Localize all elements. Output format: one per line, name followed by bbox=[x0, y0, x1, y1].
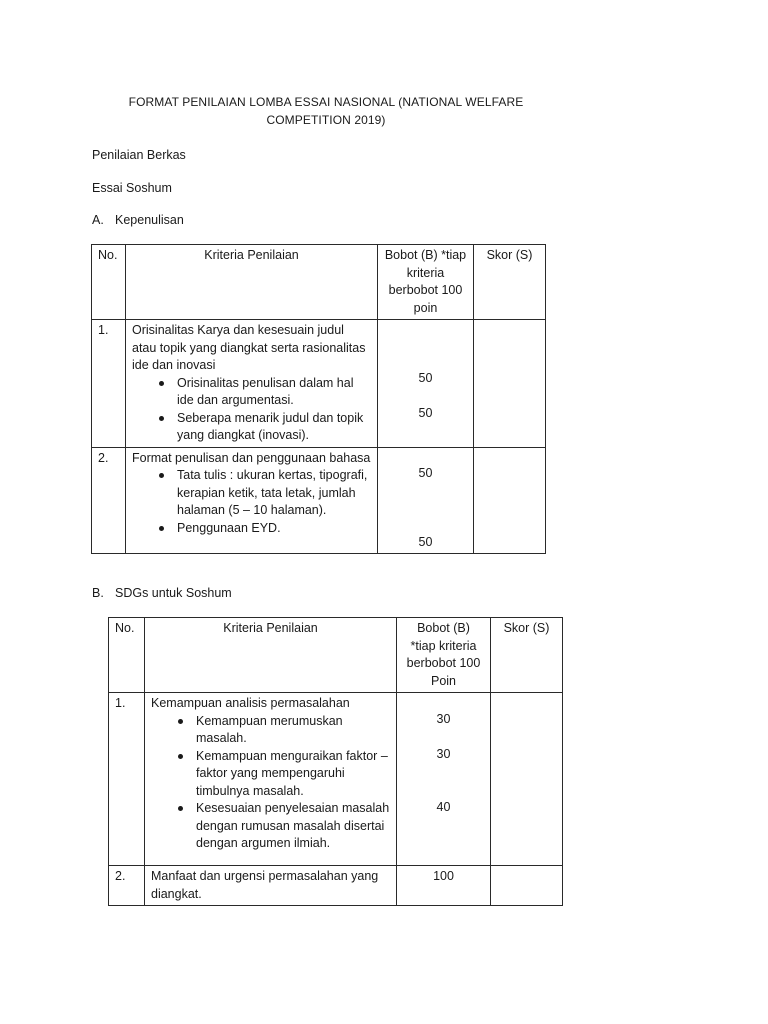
row-number: 1. bbox=[92, 320, 126, 448]
header-criteria: Kriteria Penilaian bbox=[145, 618, 397, 693]
row-number: 2. bbox=[109, 866, 145, 906]
score-cell bbox=[474, 320, 546, 448]
weight-cell bbox=[397, 693, 491, 866]
criteria-bullet: Kemampuan menguraikan faktor – faktor yang mempengaruhi timbulnya masalah. bbox=[151, 748, 390, 801]
criteria-bullet: Seberapa menarik judul dan topik yang diangkat (inovasi). bbox=[132, 410, 371, 445]
criteria-main: Kemampuan analisis permasalahan bbox=[151, 696, 350, 710]
document-title: FORMAT PENILAIAN LOMBA ESSAI NASIONAL (NATIONAL WELFARE COMPETITION 2019) bbox=[128, 95, 524, 127]
table-sdgs-soshum bbox=[108, 617, 563, 906]
criteria-bullet: Kesesuaian penyelesaian masalah dengan rumusan masalah disertai dengan argumen ilmiah. bbox=[151, 800, 390, 853]
row-number: 1. bbox=[109, 693, 145, 866]
weight-value: 50 bbox=[418, 534, 433, 549]
score-cell bbox=[491, 866, 563, 906]
header-weight: Bobot (B) *tiap kriteria berbobot 100 Poin bbox=[397, 618, 491, 693]
criteria-cell bbox=[126, 320, 378, 448]
weight-value: 50 bbox=[418, 465, 433, 480]
criteria-bullet: Penggunaan EYD. bbox=[132, 520, 371, 538]
criteria-main: Orisinalitas Karya dan kesesuain judul atau topik yang diangkat serta rasionalitas ide dan inovasi bbox=[132, 323, 366, 372]
table-header-row bbox=[92, 245, 546, 320]
section-a-title: Kepenulisan bbox=[115, 213, 184, 227]
header-score: Skor (S) bbox=[491, 618, 563, 693]
weight-cell bbox=[378, 447, 474, 553]
table-row bbox=[109, 866, 563, 906]
section-a-letter: A. bbox=[92, 213, 104, 227]
weight-value: 50 bbox=[418, 406, 433, 420]
criteria-bullet: Kemampuan merumuskan masalah. bbox=[151, 713, 390, 748]
weight-value: 50 bbox=[418, 371, 433, 385]
table-header-row bbox=[109, 618, 563, 693]
row-number: 2. bbox=[92, 447, 126, 553]
weight-cell bbox=[397, 866, 491, 906]
criteria-main: Format penulisan dan penggunaan bahasa bbox=[132, 450, 371, 465]
header-score: Skor (S) bbox=[474, 245, 546, 320]
header-criteria: Kriteria Penilaian bbox=[126, 245, 378, 320]
table-row bbox=[92, 320, 546, 448]
table-row bbox=[109, 693, 563, 866]
section-a-heading bbox=[92, 212, 184, 230]
criteria-cell bbox=[145, 866, 397, 906]
section-b-heading bbox=[92, 585, 232, 603]
subtitle-essai-soshum: Essai Soshum bbox=[92, 181, 172, 195]
weight-value: 100 bbox=[433, 869, 454, 883]
score-cell bbox=[474, 447, 546, 553]
table-row bbox=[92, 447, 546, 553]
criteria-main: Manfaat dan urgensi permasalahan yang diangkat. bbox=[151, 869, 379, 901]
criteria-bullet: Orisinalitas penulisan dalam hal ide dan argumentasi. bbox=[132, 375, 371, 410]
weight-value: 30 bbox=[436, 712, 451, 726]
header-weight: Bobot (B) *tiap kriteria berbobot 100 poin bbox=[378, 245, 474, 320]
header-no: No. bbox=[109, 618, 145, 693]
subtitle-penilaian-berkas: Penilaian Berkas bbox=[92, 148, 186, 162]
weight-value: 30 bbox=[436, 747, 451, 761]
weight-value: 40 bbox=[436, 800, 451, 814]
section-b-letter: B. bbox=[92, 586, 104, 600]
weight-cell bbox=[378, 320, 474, 448]
criteria-cell bbox=[126, 447, 378, 553]
table-kepenulisan bbox=[91, 244, 546, 554]
criteria-cell bbox=[145, 693, 397, 866]
score-cell bbox=[491, 693, 563, 866]
criteria-bullet: Tata tulis : ukuran kertas, tipografi, kerapian ketik, tata letak, jumlah halaman (5 – 10 halaman). bbox=[132, 467, 371, 520]
section-b-title: SDGs untuk Soshum bbox=[115, 586, 232, 600]
header-no: No. bbox=[92, 245, 126, 320]
